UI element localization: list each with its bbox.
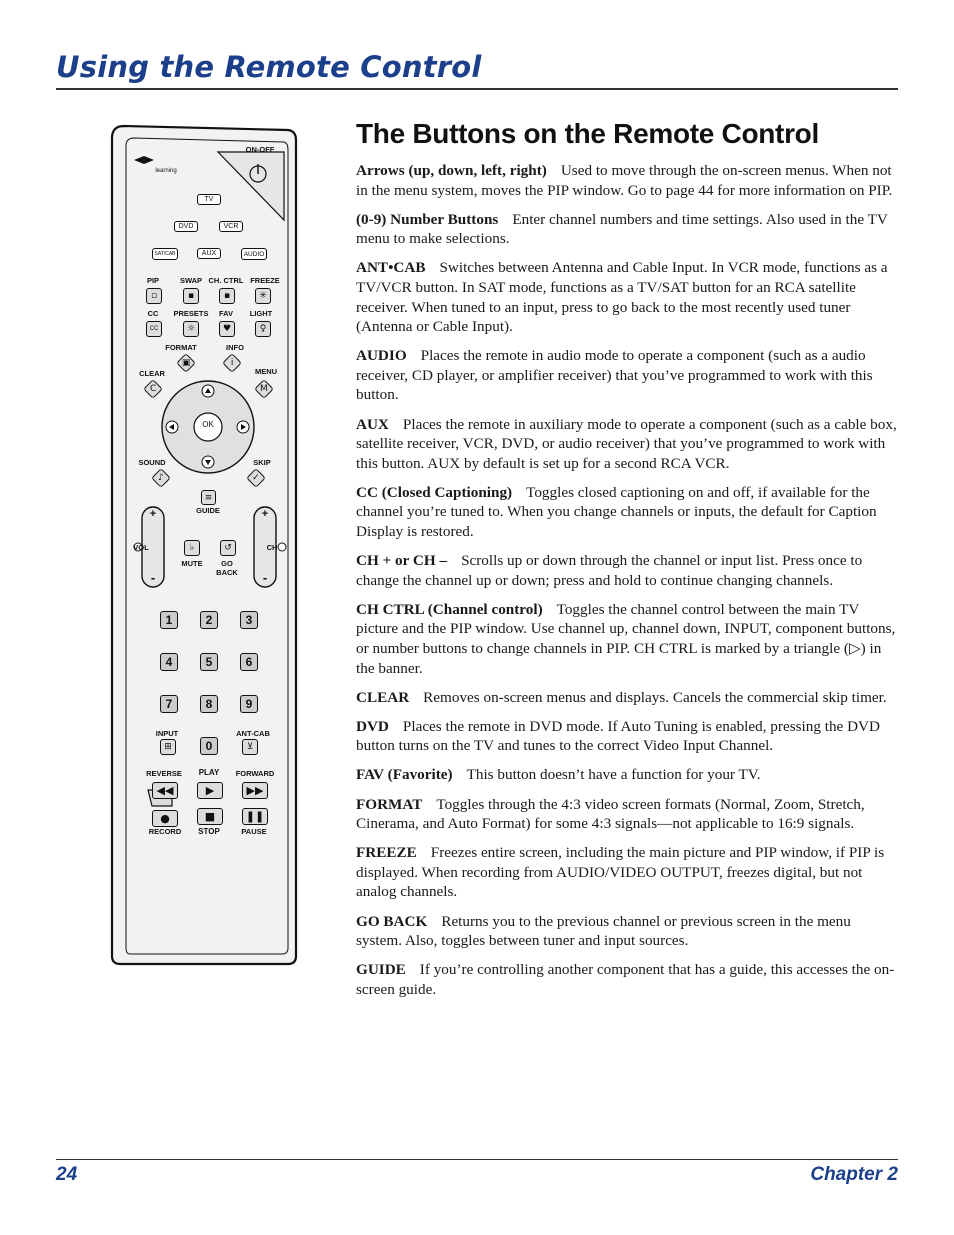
cc-label: CC <box>147 309 159 318</box>
info-label: INFO <box>226 343 244 352</box>
entry-term: FREEZE <box>356 844 417 862</box>
on-off-label: ON-OFF <box>245 145 275 154</box>
clear-icon[interactable]: C <box>143 379 163 399</box>
play-label: PLAY <box>198 768 220 777</box>
ch-ctrl-icon[interactable]: ▪ <box>219 288 235 304</box>
digit-6-button[interactable]: 6 <box>240 653 258 671</box>
entry-term: GO BACK <box>356 912 428 930</box>
pause-icon[interactable]: ❚❚ <box>242 808 268 825</box>
menu-label: MENU <box>254 367 278 376</box>
mute-label: MUTE <box>181 559 203 568</box>
entry-number-buttons <box>356 210 898 249</box>
entry-desc: Places the remote in auxiliary mode to operate a component (such as a cable box, satellite receiver, VCR, DVD, or audio receiver) that you’ve programmed to work with this button. AUX by default is set up for a second RCA VCR. <box>356 415 897 472</box>
guide-label: GUIDE <box>196 506 220 515</box>
digit-3-button[interactable]: 3 <box>240 611 258 629</box>
tv-button[interactable]: TV <box>197 194 221 205</box>
presets-icon[interactable]: ☼ <box>183 321 199 337</box>
entry-desc: This button doesn’t have a function for your TV. <box>466 766 761 784</box>
footer-rule <box>56 1159 898 1160</box>
guide-icon[interactable]: ≡ <box>201 490 216 505</box>
entry-term: CLEAR <box>356 688 410 706</box>
skip-label: SKIP <box>253 458 271 467</box>
entry-term: AUX <box>356 415 389 433</box>
format-label: FORMAT <box>165 343 197 352</box>
page-header-title: Using the Remote Control <box>56 50 482 84</box>
vol-plus-button[interactable]: + <box>149 508 157 520</box>
entry-cc <box>356 483 898 542</box>
ant-cab-icon[interactable]: ⊻ <box>242 739 258 755</box>
freeze-label: FREEZE <box>250 276 280 285</box>
ch-plus-button[interactable]: + <box>261 508 269 520</box>
pip-label: PIP <box>146 276 160 285</box>
light-label: LIGHT <box>249 309 273 318</box>
digit-8-button[interactable]: 8 <box>200 695 218 713</box>
entry-term: Arrows (up, down, left, right) <box>356 162 547 179</box>
skip-check-icon[interactable]: ✓ <box>246 468 266 488</box>
play-icon[interactable]: ▶ <box>197 782 223 799</box>
reverse-icon[interactable]: ◀◀ <box>152 782 178 799</box>
input-label: INPUT <box>155 729 179 738</box>
record-icon[interactable]: ● <box>152 810 178 827</box>
entry-format <box>356 795 898 834</box>
button-descriptions <box>356 161 898 1009</box>
entry-desc: Toggles closed captioning on and off, if available for the channel you’re tuned to. When you change channels or inputs, the default for Caption Display is restored. <box>356 483 877 540</box>
entry-desc: Toggles through the 4:3 video screen formats (Normal, Zoom, Stretch, Cinerama, and Auto Format) for some 4:3 signals—not applicable to 16:9 signals. <box>356 795 865 833</box>
go-label: GO <box>221 559 233 568</box>
record-label: RECORD <box>148 827 182 836</box>
entry-term: (0-9) Number Buttons <box>356 210 499 228</box>
entry-desc: Toggles the channel control between the main TV picture and the PIP window. Use channel up, channel down, INPUT, component buttons, or number buttons to change channels in PIP. CH CTRL is marked by a triangle (▷) in the banner. <box>356 600 896 677</box>
ch-label: CH <box>266 543 278 552</box>
entry-desc: Switches between Antenna and Cable Input. In VCR mode, functions as a TV/VCR button. In SAT mode, functions as a TV/SAT button for an RCA satellite receiver. When tuned to an input, press to go back to the most recently used tuner (Antenna or Cable Input). <box>356 259 888 336</box>
back-label: BACK <box>216 568 238 577</box>
page-number: 24 <box>56 1164 78 1185</box>
chapter-label: Chapter 2 <box>810 1164 898 1185</box>
entry-term: CH + or CH – <box>356 552 448 570</box>
entry-desc: Enter channel numbers and time settings. Also used in the TV menu to make selections. <box>356 210 888 248</box>
sound-label: SOUND <box>138 458 166 467</box>
entry-term: DVD <box>356 717 389 735</box>
entry-guide <box>356 960 898 999</box>
entry-term: CC (Closed Captioning) <box>356 483 513 501</box>
ch-ctrl-label: CH. CTRL <box>208 276 244 285</box>
stop-icon[interactable]: ■ <box>197 808 223 825</box>
digit-2-button[interactable]: 2 <box>200 611 218 629</box>
swap-label: SWAP <box>179 276 203 285</box>
entry-desc: Places the remote in audio mode to operate a component (such as a audio receiver, CD player, or amplifier receiver) that you’ve programmed to work with this button. <box>356 347 873 404</box>
cc-button[interactable]: CC <box>146 321 162 337</box>
entry-fav <box>356 765 898 785</box>
entry-desc: Freezes entire screen, including the main picture and PIP window, if PIP is displayed. When recording from AUDIO/VIDEO OUTPUT, freezes digital, but not analog channels. <box>356 844 885 901</box>
entry-freeze <box>356 843 898 902</box>
audio-button[interactable]: AUDIO <box>241 248 267 260</box>
input-icon[interactable]: ⊞ <box>160 739 176 755</box>
stop-label: STOP <box>198 827 220 836</box>
ant-cab-label: ANT-CAB <box>236 729 270 738</box>
digit-5-button[interactable]: 5 <box>200 653 218 671</box>
freeze-icon[interactable]: ✳ <box>255 288 271 304</box>
vol-label: VOL <box>133 543 149 552</box>
entry-ant-cab <box>356 258 898 336</box>
entry-desc: Scrolls up or down through the channel or input list. Press once to change the channel up or down; press and hold to continue changing channels. <box>356 552 863 589</box>
entry-term: ANT•CAB <box>356 259 426 277</box>
entry-term: FORMAT <box>356 795 423 813</box>
clear-label: CLEAR <box>139 369 165 378</box>
entry-desc: Returns you to the previous channel or previous screen in the menu system. Also, toggles between tuner and input sources. <box>356 912 851 950</box>
entry-desc: Places the remote in DVD mode. If Auto Tuning is enabled, pressing the DVD button turns on the TV and tunes to the correct Video Input Channel. <box>356 717 880 755</box>
entry-clear <box>356 688 898 708</box>
digit-7-button[interactable]: 7 <box>160 695 178 713</box>
entry-term: GUIDE <box>356 961 406 979</box>
vol-minus-button[interactable]: - <box>150 570 156 585</box>
entry-ch-plus-minus <box>356 551 898 590</box>
learning-label: learning <box>155 168 177 174</box>
mute-icon[interactable]: ♭ <box>184 540 200 556</box>
ch-minus-button[interactable]: - <box>262 570 268 585</box>
header-rule <box>56 88 898 90</box>
entry-go-back <box>356 912 898 951</box>
sound-icon[interactable]: ♪ <box>151 468 171 488</box>
digit-0-button[interactable]: 0 <box>200 737 218 755</box>
entry-term: CH CTRL (Channel control) <box>356 600 543 618</box>
entry-desc: If you’re controlling another component that has a guide, this accesses the on-screen guide. <box>356 961 895 998</box>
digit-4-button[interactable]: 4 <box>160 653 178 671</box>
entry-term: AUDIO <box>356 347 407 365</box>
fav-heart-icon[interactable]: ♥ <box>219 321 235 337</box>
vcr-button[interactable]: VCR <box>219 221 243 232</box>
aux-button[interactable]: AUX <box>197 248 221 259</box>
light-bulb-icon[interactable]: ♀ <box>255 321 271 337</box>
entry-ch-ctrl <box>356 600 898 678</box>
entry-audio <box>356 346 898 405</box>
entry-desc: Removes on-screen menus and displays. Cancels the commercial skip timer. <box>423 688 887 706</box>
format-icon[interactable]: ▣ <box>176 353 196 373</box>
digit-1-button[interactable]: 1 <box>160 611 178 629</box>
forward-label: FORWARD <box>235 769 275 778</box>
forward-icon[interactable]: ▶▶ <box>242 782 268 799</box>
entry-aux <box>356 415 898 474</box>
info-icon[interactable]: i <box>222 353 242 373</box>
dvd-button[interactable]: DVD <box>174 221 198 232</box>
swap-icon[interactable]: ▪ <box>183 288 199 304</box>
menu-icon[interactable]: M <box>254 379 274 399</box>
sat-cab-button[interactable]: SAT/CAB <box>152 248 178 260</box>
entry-arrows <box>356 161 898 200</box>
pip-icon[interactable]: ▫ <box>146 288 162 304</box>
section-title: The Buttons on the Remote Control <box>356 118 819 149</box>
presets-label: PRESETS <box>173 309 209 318</box>
pause-label: PAUSE <box>241 827 267 836</box>
go-back-icon[interactable]: ↺ <box>220 540 236 556</box>
reverse-label: REVERSE <box>146 769 182 778</box>
remote-illustration <box>108 122 304 968</box>
ok-button[interactable]: OK <box>202 420 214 429</box>
digit-9-button[interactable]: 9 <box>240 695 258 713</box>
fav-label: FAV <box>218 309 234 318</box>
entry-desc: Used to move through the on-screen menus. When not in the menu system, moves the PIP window. Go to page 44 for more information on PIP. <box>356 162 893 199</box>
entry-dvd <box>356 717 898 756</box>
entry-term: FAV (Favorite) <box>356 766 453 784</box>
